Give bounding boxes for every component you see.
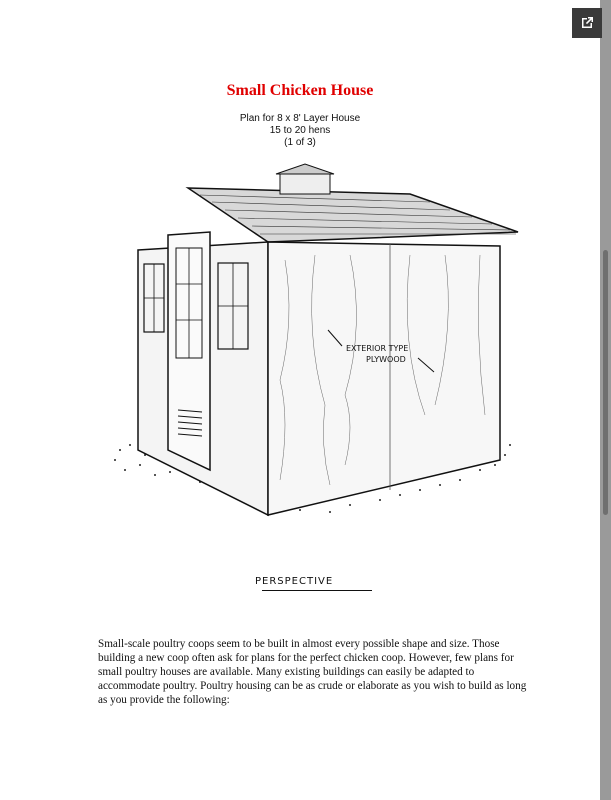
open-in-new-button[interactable] [572,8,602,38]
subtitle-line-3: (1 of 3) [284,137,316,148]
caption-underline [262,590,372,591]
page-title: Small Chicken House [226,82,374,99]
drawing-caption: PERSPECTIVE [255,576,334,587]
chicken-house-drawing [100,160,520,530]
scrollbar-thumb[interactable] [603,250,608,515]
subtitle-line-2: 15 to 20 hens [269,125,331,136]
subtitle-line-1: Plan for 8 x 8' Layer House [239,113,361,124]
drawing-label-line-1: EXTERIOR TYPE [346,344,409,353]
open-in-new-icon [579,15,595,31]
body-paragraph: Small-scale poultry coops seem to be built in almost every possible shape and size. Those building a new coop often ask for plans for the perfect chicken coop. However, few plans for small poultry houses are available. Many existing buildings can easily be adapted to accommodate poultry. Poultry housing can be as crude or elaborate as you wish to build as long as you provide the following: [98,638,527,706]
drawing-label-line-2: PLYWOOD [366,355,406,364]
